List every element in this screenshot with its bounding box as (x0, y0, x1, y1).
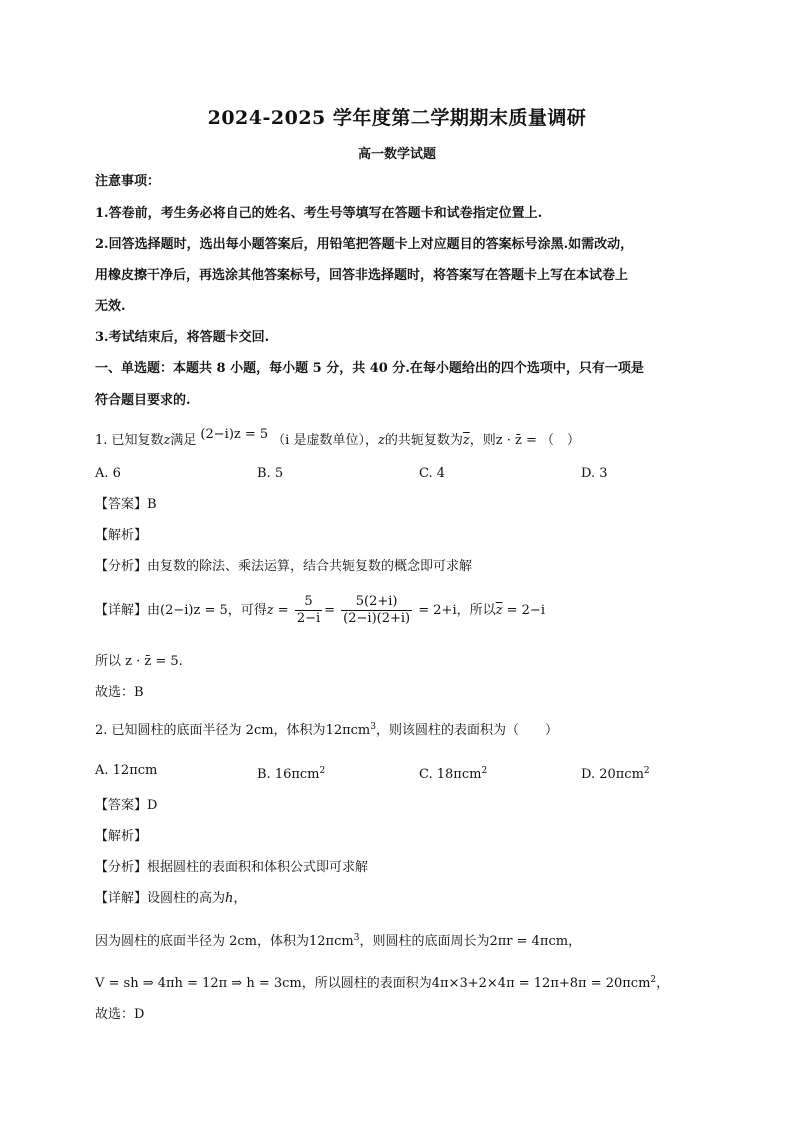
q1-stem: 1. 已知复数z满足 (2−i)z = 5 （i 是虚数单位），z的共轭复数为$\overline{z}$，则z · z̄ = （ ） (95, 427, 580, 448)
page-title: 2024-2025 学年度第二学期期末质量调研 (207, 107, 587, 129)
q2-analysis-label: 【解析】 (95, 829, 148, 844)
page-subtitle: 高一数学试题 (357, 147, 436, 162)
q1-fraction-1: $\frac{5}{2-i}$ (296, 594, 321, 626)
q2-option-a: A. 12πcm (95, 763, 158, 778)
q2-stem: 2. 已知圆柱的底面半径为 2cm，体积为12πcm$^3$，则该圆柱的表面积为（ ） (95, 722, 559, 738)
q2-option-d: D. 20πcm$^2$ (581, 766, 650, 782)
notice-item-1: 1.答卷前，考生务必将自己的姓名、考生号等填写在答题卡和试卷指定位置上. (95, 206, 543, 221)
q1-analysis-label: 【解析】 (95, 528, 148, 543)
q1-analysis: 【分析】由复数的除法、乘法运算，结合共轭复数的概念即可求解 (95, 559, 473, 574)
q2-choice: 故选：D (95, 1007, 145, 1022)
notice-item-2-line-1: 2.回答选择题时，选出每小题答案后，用铅笔把答题卡上对应题目的答案标号涂黑.如需改动， (95, 237, 634, 252)
q1-option-b: B. 5 (257, 466, 284, 481)
q2-answer: 【答案】D (95, 798, 158, 813)
notice-item-2-line-3: 无效. (95, 299, 126, 314)
notice-item-3: 3.考试结束后，将答题卡交回. (95, 330, 270, 345)
q1-stem-equation: (2−i)z = 5 (200, 427, 269, 442)
q1-option-a: A. 6 (95, 466, 121, 481)
section-1-line-2: 符合题目要求的. (95, 393, 191, 408)
notice-item-2-line-2: 用橡皮擦干净后，再选涂其他答案标号，回答非选择题时，将答案写在答题卡上写在本试卷上 (95, 268, 629, 283)
q2-detail-2: 因为圆柱的底面半径为 2cm，体积为12πcm$^3$，则圆柱的底面周长为2πr = 4πcm， (95, 933, 582, 949)
q1-detail: 【详解】由(2−i)z = 5，可得z = $\frac{5}{2-i}$ = $\frac{5(2+i)}{(2-i)(2+i)}$ = 2+i，所以$\overline{z} = 2-i$ (95, 594, 545, 626)
q2-detail-3: V = sh ⇒ 4πh = 12π ⇒ h = 3cm，所以圆柱的表面积为4π×3+2×4π = 12π+8π = 20πcm$^2$， (95, 975, 670, 991)
q2-option-b: B. 16πcm$^2$ (257, 766, 326, 782)
q2-detail-1: 【详解】设圆柱的高为h， (95, 891, 247, 906)
q1-option-d: D. 3 (581, 466, 608, 481)
q1-fraction-2: $\frac{5(2+i)}{(2-i)(2+i)}$ (343, 594, 411, 626)
notice-heading: 注意事项： (95, 174, 161, 189)
q2-analysis: 【分析】根据圆柱的表面积和体积公式即可求解 (95, 860, 369, 875)
q1-answer: 【答案】B (95, 497, 157, 512)
q1-conclusion: 所以 z · z̄ = 5. (95, 654, 183, 669)
q1-option-c: C. 4 (419, 466, 446, 481)
q1-choice: 故选：B (95, 685, 144, 700)
section-1-line-1: 一、单选题：本题共 8 小题，每小题 5 分，共 40 分.在每小题给出的四个选项中，只有一项是 (95, 361, 644, 376)
q2-option-c: C. 18πcm$^2$ (419, 766, 488, 782)
